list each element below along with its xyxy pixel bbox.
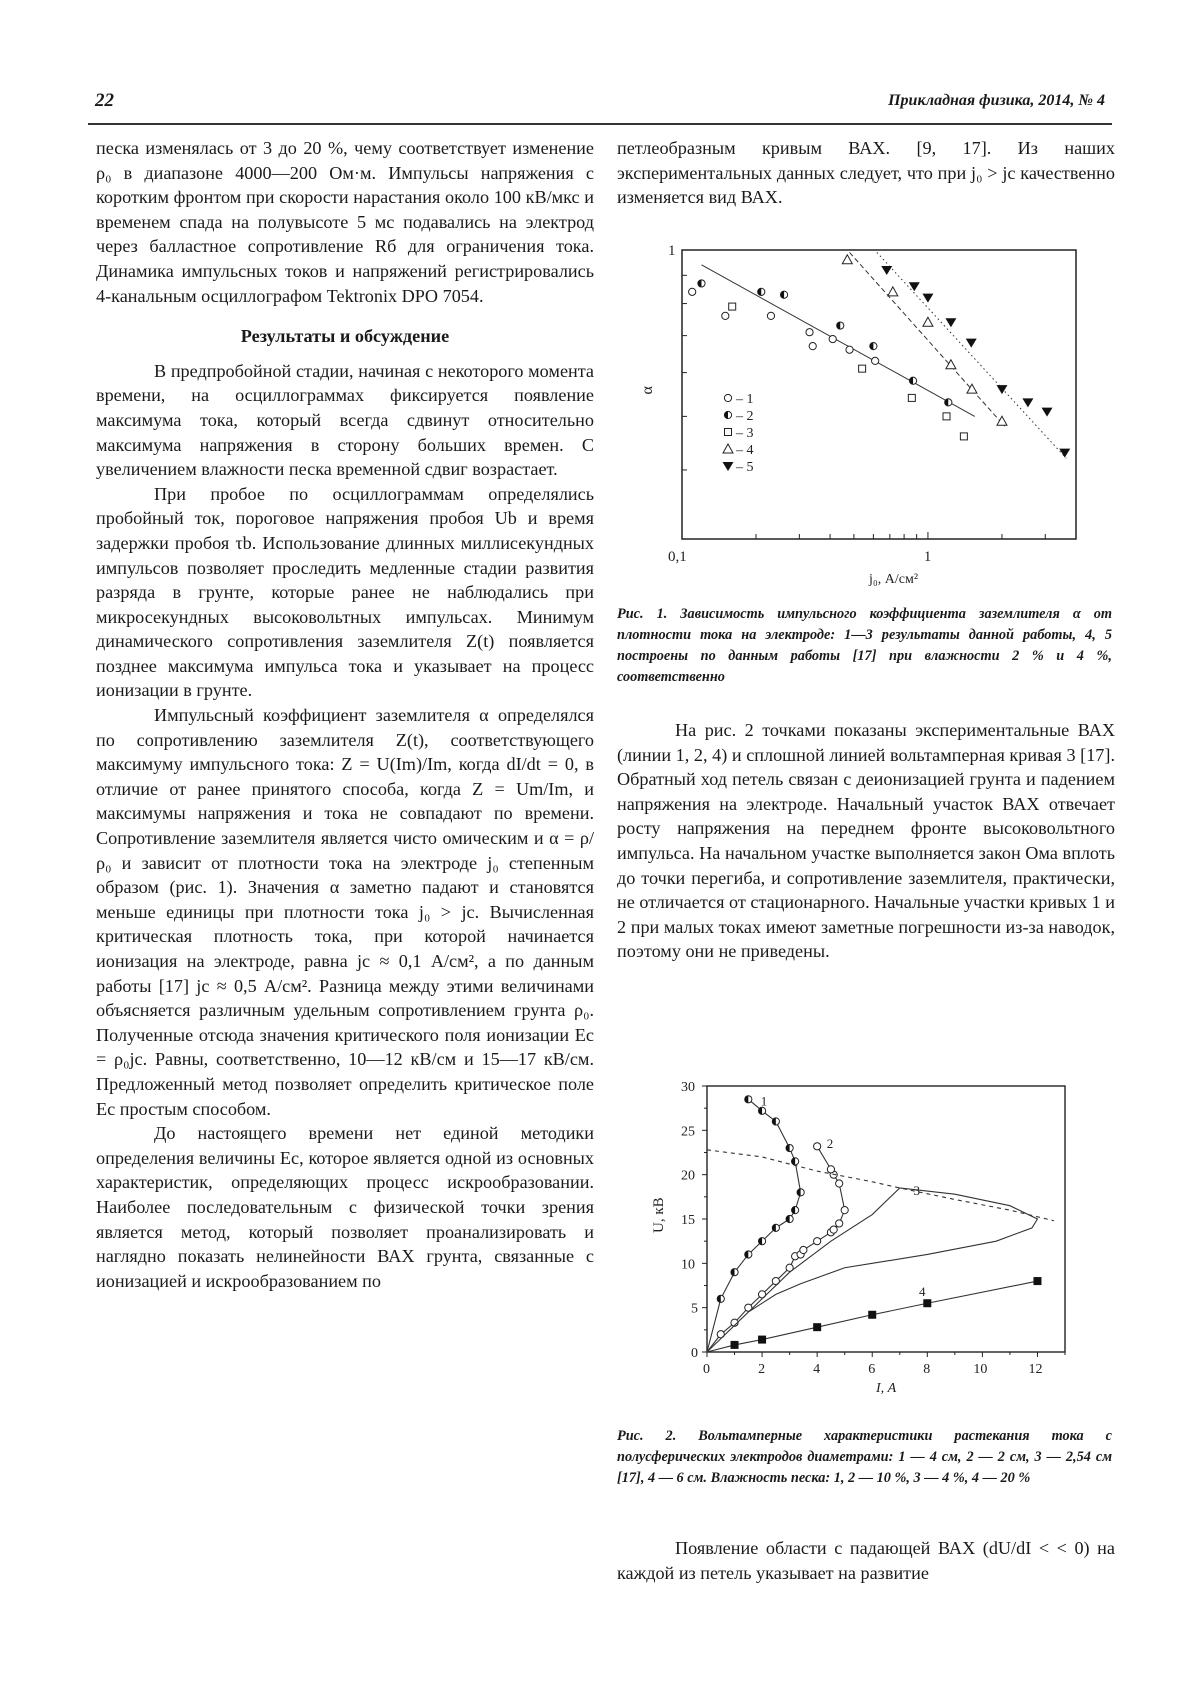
series-5-point [881, 266, 892, 275]
legend-label-2: – 2 [736, 409, 754, 424]
left-column [96, 136, 594, 1293]
curve-4-point [758, 1336, 766, 1344]
x-tick-label: 12 [1028, 1362, 1043, 1377]
y-axis-label: α [639, 386, 656, 395]
paragraph: Импульсный коэффициент заземлителя α определялся по сопротивлению заземлителя Z(t), соответствующего максимуму импульсного тока: Z = U(Im)/Im, когда dI/dt = 0, в отличие от ранее принятого способа, когда Z = Um/Im, и максимумы напряжения и тока не совпадают по времени. Сопротивление заземлителя является чисто омическим и α = ρ/ρ₀ и зависит от плотности тока на электроде j₀ степенным образом (рис. 1). Значения α заметно падают и становятся меньше единицы при плотности тока j₀ > jc. Вычисленная критическая плотность тока, при которой начинается ионизация на электроде, равна jc ≈ 0,1 А/см², а по данным работы [17] jc ≈ 0,5 А/см². Разница между этими величинами объясняется различным удельным сопротивлением грунта ρ₀. Полученные отсюда значения критического поля ионизации Ec = ρ₀jc. Равны, соответственно, 10—12 кВ/см и 15—17 кВ/см. Предложенный метод позволяет определить критическое поле Ec простым способом. [96, 705, 594, 1119]
curve-2-point [814, 1143, 821, 1150]
y-tick-label: 1 [668, 243, 676, 259]
series-1-point [872, 357, 879, 364]
series-1-point [806, 329, 813, 336]
legend-label-1: – 1 [736, 392, 754, 407]
curve-2-point [836, 1180, 843, 1187]
curve-label-2: 2 [826, 1136, 834, 1152]
curve-2-point [800, 1246, 807, 1253]
x-axis-label: j₀, А/см² [869, 572, 919, 587]
series-5-point [1059, 449, 1070, 458]
legend-marker-4 [723, 444, 733, 453]
figure-1-caption: Рис. 1. Зависимость импульсного коэффициента заземлителя α от плотности тока на электроде: 1—3 результаты данной работы, 4, 5 построены по данным работы [17] при влажности 2 % и 4 %, соответственно [617, 606, 1112, 685]
curve-3 [707, 1188, 1037, 1352]
right-column-body [617, 718, 1115, 964]
legend-label-4: – 4 [736, 443, 754, 458]
series-5-point [966, 339, 977, 348]
paragraph: В предпробойной стадии, начиная с некоторого момента времени, на осциллограммах фиксируется появление максимума тока, который всегда сдвинут относительно максимума напряжения в сторону больших времен. С увеличением влажности песка временной сдвиг возрастает. [96, 360, 594, 480]
legend-marker-1 [724, 394, 731, 401]
legend-label-5: – 5 [736, 460, 754, 475]
x-tick-label: 2 [758, 1362, 766, 1377]
series-3-point [729, 303, 736, 310]
curve-label-1: 1 [760, 1093, 768, 1109]
series-4-point [997, 416, 1007, 425]
x-tick-label: 1 [923, 549, 932, 565]
paragraph: Появление области с падающей ВАХ (dU/dI < < 0) на каждой из петель указывает на развитие [617, 1538, 1115, 1583]
curve-2-point [814, 1238, 821, 1245]
section-title: Результаты и обсуждение [240, 326, 450, 347]
legend-marker-3 [725, 429, 732, 436]
series-5-point [1022, 398, 1033, 407]
header-divider [88, 123, 1112, 125]
paragraph: До настоящего времени нет единой методики определения величины Ec, которое является одной из основных характеристик, определяющих процесс искрообразовании. Наиболее последовательным с физической точки зрения является метод, который позволяет проанализировать и наглядно показать нелинейности ВАХ грунта, связанные с ионизацией и искрообразованием по [96, 1123, 594, 1291]
curve-label-4: 4 [919, 1284, 926, 1300]
x-tick-label: 6 [868, 1362, 876, 1377]
series-1-point [809, 343, 816, 350]
paragraph: При пробое по осциллограммам определялись пробойный ток, пороговое напряжения пробоя Ub и время задержки пробоя τb. Использование длинных миллисекундных импульсов позволяет проследить медленные стадии развития разряда в грунте, которые ранее не наблюдались при микросекундных высоковольтных импульсах. Минимум динамического сопротивления заземлителя Z(t) появляется позднее максимума импульса тока и указывает на процесс ионизации в грунте. [96, 483, 594, 701]
curve-4-point [1033, 1277, 1041, 1285]
right-column-intro [617, 136, 1115, 210]
figure-1 [610, 230, 1110, 590]
curve-label-3: 3 [913, 1183, 921, 1199]
curve-2-point [836, 1220, 843, 1227]
curve-2 [707, 1146, 845, 1352]
y-tick-label: 15 [681, 1213, 695, 1228]
series-5-point [1042, 408, 1053, 417]
paragraph: На рис. 2 точками показаны экспериментальные ВАХ (линии 1, 2, 4) и сплошной линией вольтамперная кривая 3 [17]. Обратный ход петель связан с деионизацией грунта и падением напряжения на электроде. Начальный участок ВАХ отвечает росту напряжения на переднем фронте высоковольтного импульса. На начальном участке выполняется закон Ома вплоть до точки перегиба, и сопротивление заземлителя, практически, не отличается от стационарного. Начальные участки кривых 1 и 2 при малых токах имеют заметные погрешности из-за наводок, поэтому они не приведены. [617, 720, 1115, 962]
series-1-point [767, 312, 774, 319]
x-axis-label: I, А [876, 1381, 897, 1396]
figure-2 [620, 1072, 1090, 1402]
series-4-point [842, 255, 852, 264]
series-5-point [909, 282, 920, 291]
y-tick-label: 0 [691, 1346, 698, 1361]
figure-2-caption: Рис. 2. Вольтамперные характеристики растекания тока с полусферических электродов диаметрами: 1 — 4 см, 2 — 2 см, 3 — 2,54 см [17], 4 — 6 см. Влажность песка: 1, 2 — 10 %, 3 — 4 %, 4 — 20 % [617, 1428, 1112, 1486]
series-1-point [689, 288, 696, 295]
y-tick-label: 5 [691, 1301, 698, 1317]
fit-line-dashed [850, 252, 1005, 426]
x-tick-label: 0 [703, 1362, 710, 1377]
legend-marker-5 [723, 462, 734, 471]
right-column-end [617, 1536, 1115, 1585]
x-tick-label: 4 [813, 1362, 821, 1377]
curve-4-point [813, 1323, 821, 1331]
x-tick-label: 10 [973, 1362, 988, 1377]
series-1-point [846, 346, 853, 353]
series-1-point [722, 312, 729, 319]
curve-1 [707, 1099, 801, 1352]
series-3-point [960, 433, 967, 440]
y-axis-label: U, кВ [651, 1197, 667, 1233]
y-tick-label: 10 [681, 1257, 695, 1273]
series-3-point [859, 365, 866, 372]
y-tick-label: 25 [681, 1124, 695, 1140]
curve-ionization-boundary [707, 1150, 1054, 1221]
figure-2-chart [620, 1072, 1090, 1402]
curve-2-point [830, 1226, 837, 1233]
y-tick-label: 20 [681, 1168, 695, 1184]
fit-line-dotted [877, 252, 1066, 458]
curve-2-point [841, 1207, 848, 1214]
series-4-point [923, 317, 933, 326]
series-5-point [922, 294, 933, 303]
curve-2-point [827, 1166, 834, 1173]
curve-4-point [923, 1299, 931, 1307]
paragraph: петлеобразным кривым ВАХ. [9, 17]. Из наших экспериментальных данных следует, что при j₀ > jc качественно изменяется вид ВАХ. [617, 138, 1115, 208]
series-3-point [943, 413, 950, 420]
series-1-point [829, 335, 836, 342]
series-4-point [946, 360, 956, 369]
x-tick-label: 0,1 [668, 549, 687, 565]
curve-4-point [868, 1311, 876, 1319]
curve-4-point [731, 1341, 739, 1349]
series-5-point [996, 385, 1007, 394]
x-tick-label: 8 [923, 1362, 931, 1377]
series-3-point [908, 394, 915, 401]
series-4-point [888, 287, 898, 296]
journal-title: Прикладная физика, 2014, № 4 [888, 92, 1105, 109]
legend-label-3: – 3 [736, 426, 754, 441]
y-tick-label: 30 [681, 1080, 695, 1095]
paragraph: песка изменялась от 3 до 20 %, чему соответствует изменение ρ₀ в диапазоне 4000—200 Ом·м. Импульсы напряжения с коротким фронтом при скорости нарастания около 100 кВ/мкс и временем спада на полувысоте 5 мс подавались на электрод через балластное сопротивление Rб для ограничения тока. Динамика импульсных токов и напряжений регистрировались 4-канальным осциллографом Tektronix DPO 7054. [96, 138, 594, 306]
page-number: 22 [95, 90, 114, 111]
series-5-point [945, 318, 956, 327]
figure-1-chart [610, 230, 1110, 590]
